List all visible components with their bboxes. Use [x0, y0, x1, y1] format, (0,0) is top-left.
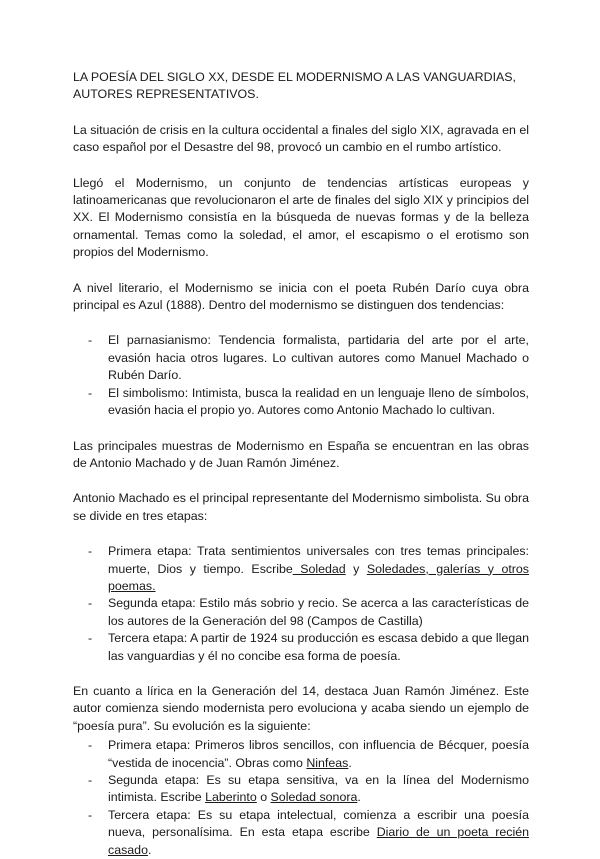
list-item: - Tercera etapa: A partir de 1924 su producción es escasa debido a que llegan las vanguardias y él no concibe esa forma de poesía.	[73, 630, 529, 665]
work-title: Soledad	[292, 561, 346, 576]
list-item	[73, 737, 529, 772]
list-item	[73, 543, 529, 595]
work-title: Soledades, galerías y otros poemas.	[108, 561, 529, 593]
etapa-text: Primera etapa: Primeros libros sencillos, con influencia de Bécquer, poesía “vestida de inocencia”. Obras como	[108, 738, 529, 770]
paragraph-modernismo: Llegó el Modernismo, un conjunto de tendencias artísticas europeas y latinoamericanas que revolucionaron el arte de finales del siglo XIX y principios del XX. El Modernismo consistía en la búsqueda de nuevas formas y de la belleza ornamental. Temas como la soledad, el amor, el escapismo o el erotismo son propios del Modernismo.	[73, 175, 529, 260]
etapa-text: Tercera etapa: Es su etapa intelectual, comienza a escribir una poesía nueva, personalísima. En esta etapa escribe	[108, 807, 529, 840]
paragraph-muestras: Las principales muestras de Modernismo en España se encuentran en las obras de Antonio Machado y de Juan Ramón Jiménez.	[73, 438, 529, 470]
paragraph-crisis: La situación de crisis en la cultura occidental a finales del siglo XIX, agravada en el caso español por el Desastre del 98, provocó un cambio en el rumbo artístico.	[73, 122, 529, 155]
list-item	[73, 772, 529, 807]
tendencias-list	[73, 332, 529, 419]
jrj-etapas-list	[73, 737, 529, 859]
work-title: Laberinto	[205, 790, 257, 805]
punctuation: .	[147, 842, 152, 857]
connector-text: o	[256, 790, 271, 805]
list-item: - El simbolismo: Intimista, busca la realidad en un lenguaje lleno de símbolos, evasión hacia el propio yo. Autores como Antonio Machado lo cultivan.	[73, 385, 529, 420]
punctuation: .	[348, 755, 352, 770]
work-title: Soledad sonora	[270, 790, 358, 805]
etapa-text: Segunda etapa: Es su etapa sensitiva, va en la línea del Modernismo intimista. Escribe	[108, 773, 529, 805]
document-title: LA POESÍA DEL SIGLO XX, DESDE EL MODERNISMO A LAS VANGUARDIAS, AUTORES REPRESENTATIVOS.	[73, 70, 516, 102]
work-title: Ninfeas	[306, 755, 349, 770]
machado-etapas-list	[73, 543, 529, 665]
paragraph-generacion-14: En cuanto a lírica en la Generación del 14, destaca Juan Ramón Jiménez. Este autor comienza siendo modernista pero evoluciona y acaba siendo un ejemplo de “poesía pura”. Su evolución es la siguiente:	[73, 683, 529, 733]
list-item: - El parnasianismo: Tendencia formalista, partidaria del arte por el arte, evasión hacia otros lugares. Lo cultivan autores como Manuel Machado o Rubén Darío.	[73, 332, 529, 384]
paragraph-machado: Antonio Machado es el principal representante del Modernismo simbolista. Su obra se divide en tres etapas:	[73, 491, 529, 523]
punctuation: .	[357, 790, 361, 805]
connector-text: y	[345, 561, 367, 576]
list-item	[73, 807, 529, 859]
list-item: - Segunda etapa: Estilo más sobrio y recio. Se acerca a las características de los autores de la Generación del 98 (Campos de Castilla)	[73, 595, 529, 630]
etapa-text: Primera etapa: Trata sentimientos universales con tres temas principales: muerte, Dios y tiempo. Escribe	[108, 544, 529, 576]
work-title: Diario de un poeta recién casado	[108, 825, 530, 857]
paragraph-nivel-literario: A nivel literario, el Modernismo se inicia con el poeta Rubén Darío cuya obra principal es Azul (1888). Dentro del modernismo se distinguen dos tendencias:	[73, 280, 529, 313]
